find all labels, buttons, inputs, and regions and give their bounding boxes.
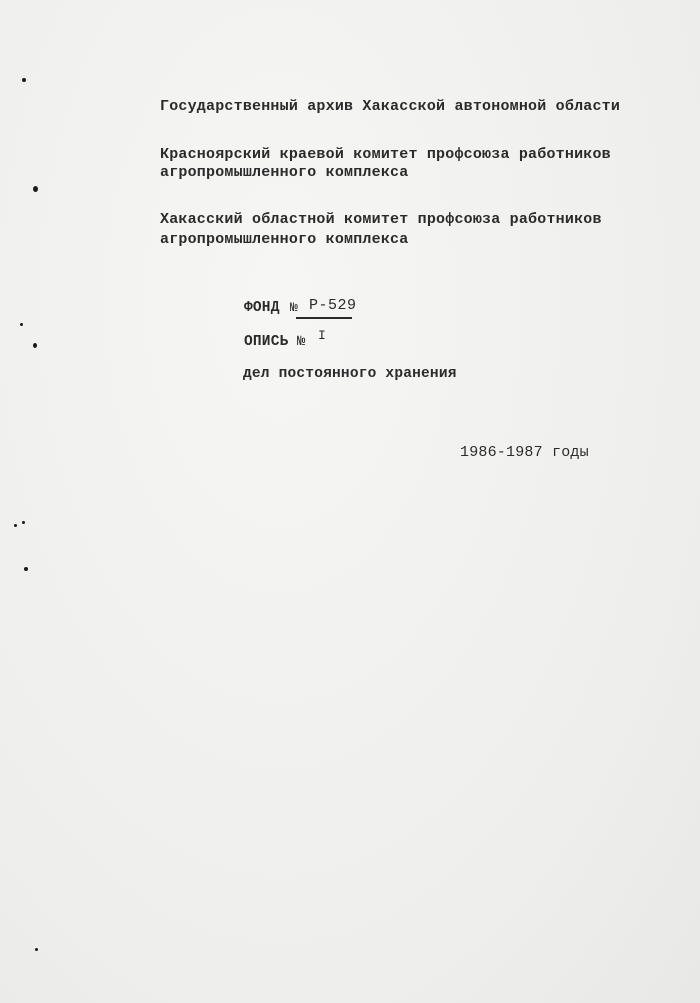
archive-name: Государственный архив Хакасской автономной области xyxy=(160,98,621,115)
org-khakass-line1: Хакасский областной комитет профсоюза работников xyxy=(160,211,602,228)
scan-mark xyxy=(20,323,23,326)
scan-mark xyxy=(22,78,26,82)
fond-number-underline xyxy=(296,317,352,319)
fond-number-sign: № xyxy=(290,300,299,315)
opis-number: I xyxy=(318,328,327,343)
org-khakass-line2: агропромышленного комплекса xyxy=(160,231,409,248)
fond-number: Р-529 xyxy=(309,297,357,314)
org-krasnoyarsk-line1: Красноярский краевой комитет профсоюза работников xyxy=(160,146,611,163)
scan-mark xyxy=(33,343,37,348)
org-krasnoyarsk-line2: агропромышленного комплекса xyxy=(160,164,409,181)
scan-mark xyxy=(35,948,38,951)
fond-label: ФОНД xyxy=(244,300,280,316)
opis-label: ОПИСЬ xyxy=(244,334,289,350)
scan-mark xyxy=(33,186,38,192)
years-range: 1986-1987 годы xyxy=(460,444,589,461)
scan-mark xyxy=(14,524,17,527)
scan-mark xyxy=(22,521,25,524)
dela-description: дел постоянного хранения xyxy=(243,366,457,382)
opis-number-sign: № xyxy=(297,334,306,350)
scan-mark xyxy=(24,567,28,571)
